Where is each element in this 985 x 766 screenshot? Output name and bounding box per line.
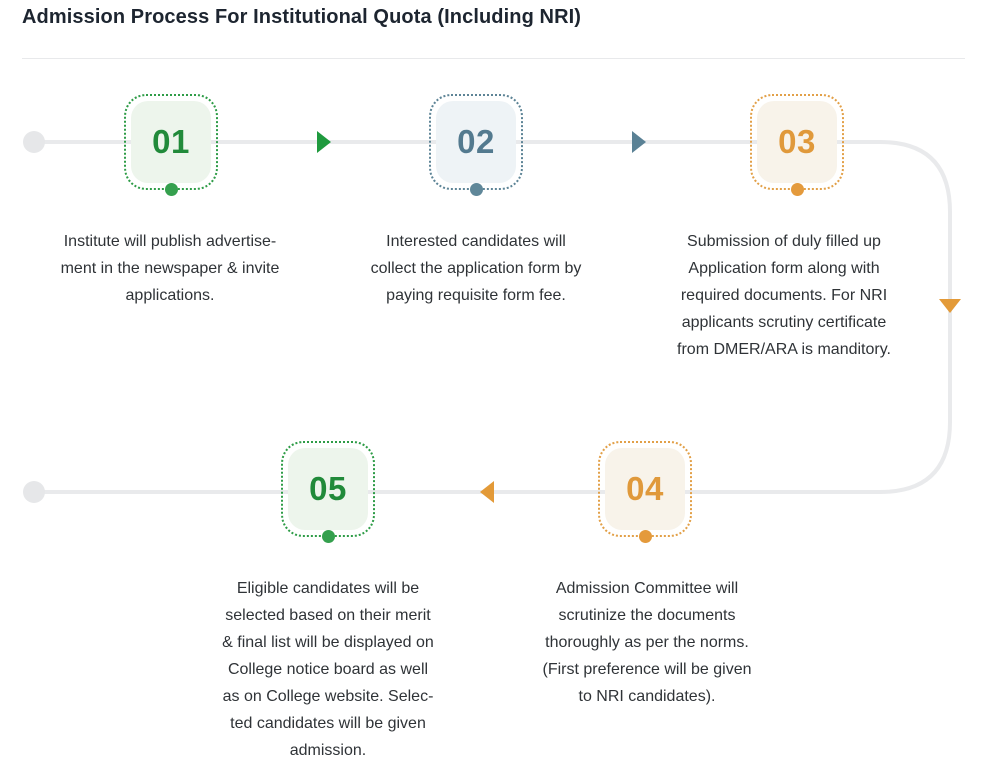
- step-04-badge: [598, 441, 692, 537]
- step-02-description: Interested candidates will collect the application form by paying requisite form fee.: [370, 233, 582, 304]
- step-05-number: 05: [309, 470, 347, 507]
- step-05-dot: [322, 530, 335, 543]
- step-01-dot: [165, 183, 178, 196]
- step-04-number: 04: [626, 470, 664, 507]
- page-title: Admission Process For Institutional Quota (Including NRI): [22, 6, 582, 28]
- step-04-description: Admission Committee will scrutinize the documents thoroughly as per the norms. (First preference will be given to NRI candidates).: [542, 580, 752, 705]
- track-start-dot: [23, 131, 45, 153]
- step-03-dot: [791, 183, 804, 196]
- step-02-badge: [429, 94, 523, 190]
- step-02-number: 02: [457, 123, 495, 160]
- track-end-dot: [23, 481, 45, 503]
- step-01-badge: [124, 94, 218, 190]
- arrow-left-icon: [480, 481, 494, 503]
- step-05-badge: [281, 441, 375, 537]
- step-04-dot: [639, 530, 652, 543]
- step-05-description: Eligible candidates will be selected based on their merit & final list will be displayed on College notice board as well as on College website. Selec- ted candidates will be given admission.: [222, 580, 434, 759]
- arrow-down-icon: [939, 299, 961, 313]
- step-02-dot: [470, 183, 483, 196]
- step-03-number: 03: [778, 123, 816, 160]
- arrow-right-icon: [317, 131, 331, 153]
- arrow-right-icon: [632, 131, 646, 153]
- step-01-number: 01: [152, 123, 190, 160]
- step-03-badge: [750, 94, 844, 190]
- step-01-description: Institute will publish advertise- ment in the newspaper & invite applications.: [60, 233, 280, 304]
- step-03-description: Submission of duly filled up Application form along with required documents. For NRI applicants scrutiny certificate from DMER/ARA is manditory.: [677, 233, 891, 358]
